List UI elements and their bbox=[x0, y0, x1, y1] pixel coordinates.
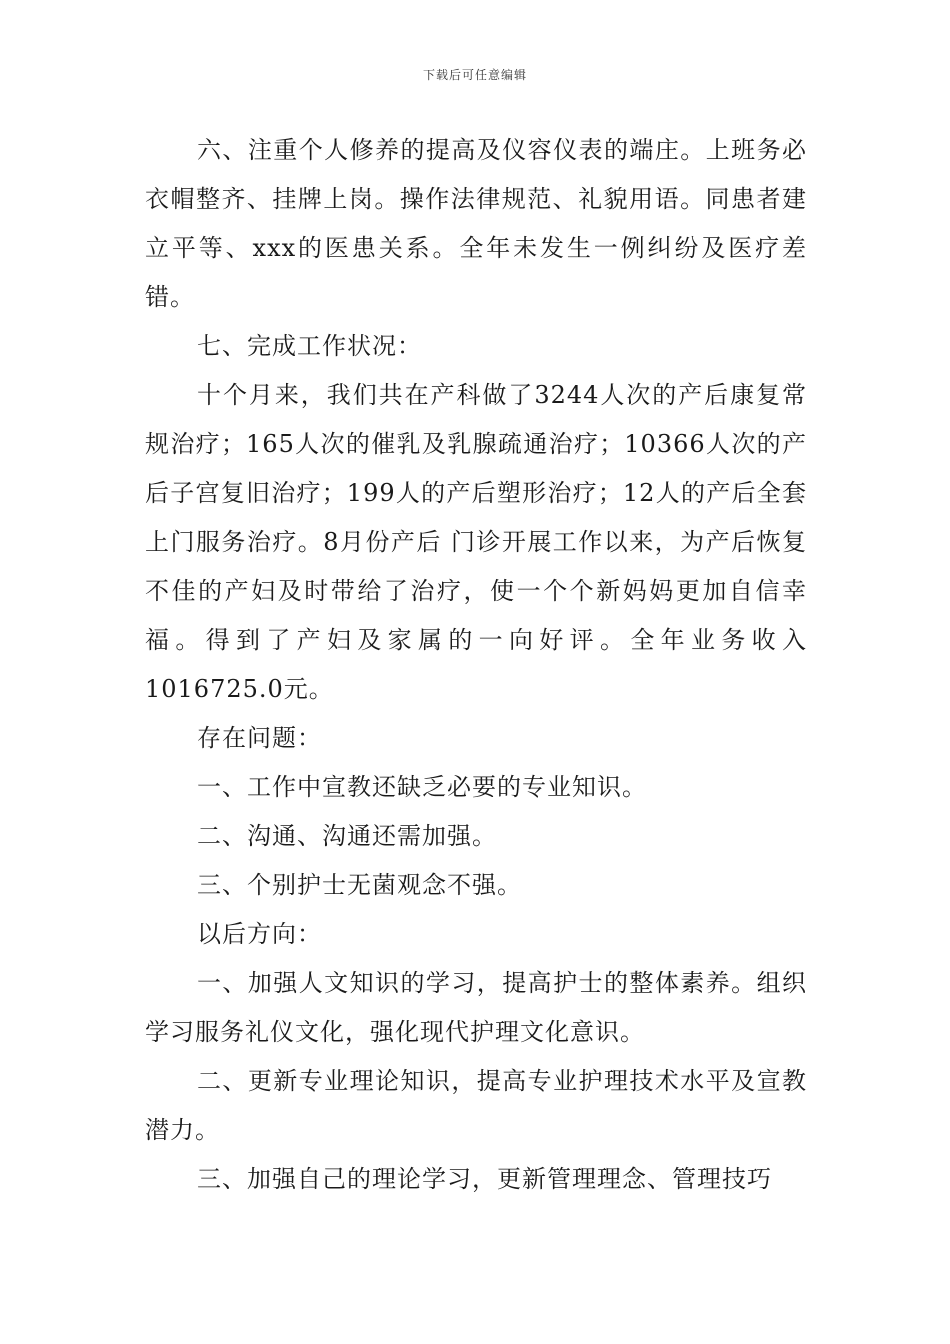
header-note: 下载后可任意编辑 bbox=[422, 68, 527, 82]
paragraph-direction-2: 二、更新专业理论知识，提高专业护理技术水平及宣教潜力。 bbox=[145, 1067, 807, 1144]
paragraph-appearance: 六、注重个人修养的提高及仪容仪表的端庄。上班务必衣帽整齐、挂牌上岗。操作法律规范、礼貌用语。同患者建立平等、xxx的医患关系。全年未发生一例纠纷及医疗差错。 bbox=[145, 136, 807, 311]
paragraph-direction-1: 一、加强人文知识的学习，提高护士的整体素养。组织学习服务礼仪文化，强化现代护理文化意识。 bbox=[145, 969, 807, 1046]
paragraph-direction-heading: 以后方向： bbox=[197, 920, 322, 948]
paragraph-problem-3: 三、个别护士无菌观念不强。 bbox=[197, 871, 522, 899]
paragraph-problems-heading: 存在问题： bbox=[197, 724, 322, 752]
paragraph-work-summary: 十个月来，我们共在产科做了3244人次的产后康复常规治疗；165人次的催乳及乳腺疏通治疗；10366人次的产后子宫复旧治疗；199人的产后塑形治疗；12人的产后全套上门服务治疗。8月份产后 门诊开展工作以来，为产后恢复不佳的产妇及时带给了治疗，使一个个新妈妈更加自信幸福。得到了产妇及家属的一向好评。全年业务收入1016725.0元。 bbox=[145, 381, 807, 703]
paragraph-direction-3: 三、加强自己的理论学习，更新管理理念、管理技巧 bbox=[197, 1165, 772, 1193]
paragraph-problem-2: 二、沟通、沟通还需加强。 bbox=[197, 822, 497, 850]
paragraph-work-status-heading: 七、完成工作状况： bbox=[197, 332, 422, 360]
paragraph-problem-1: 一、工作中宣教还缺乏必要的专业知识。 bbox=[197, 773, 647, 801]
document-body bbox=[145, 126, 807, 1204]
